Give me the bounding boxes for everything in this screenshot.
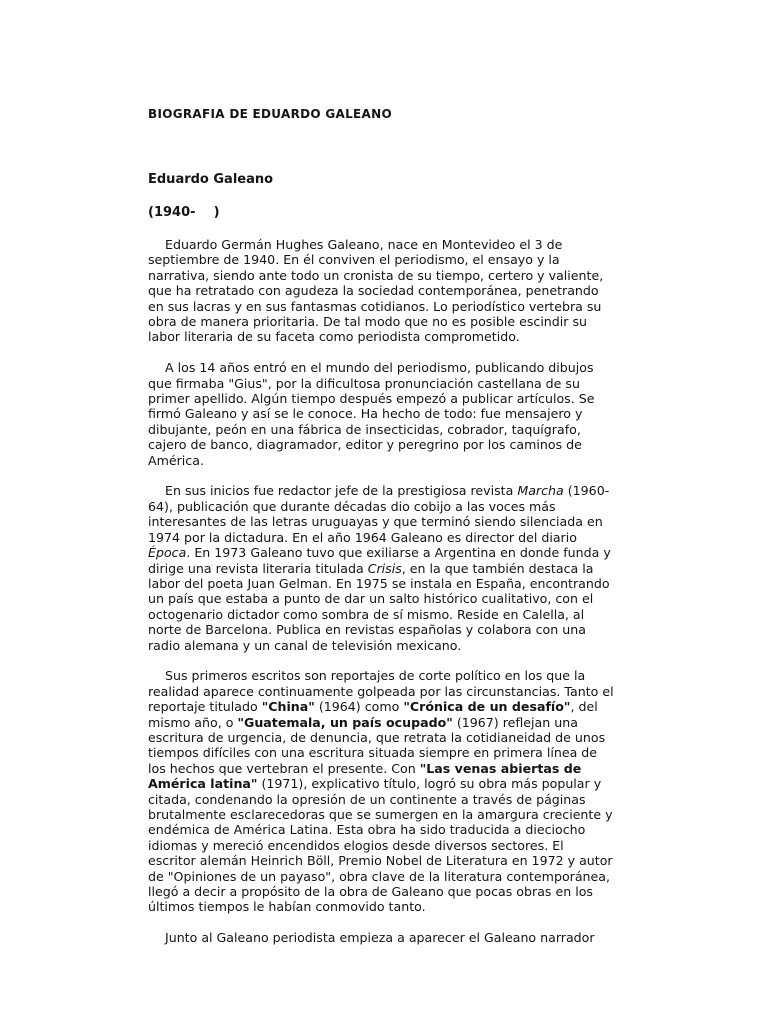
paragraph-text: , en la que también destaca la labor del poeta Juan Gelman. En 1975 se instala en España, encontrando un país que estaba a punto de dar un salto histórico cualitativo, con el octogenario dictador como sombra de sí mismo. Reside en Calella, al norte de Barcelona. Publica en revistas españolas y colabora con una radio alemana y un canal de televisión mexicano. (148, 560, 610, 653)
paragraph-text: (1964) como (314, 699, 404, 715)
bold-title-text: "Crónica de un desafío" (403, 699, 571, 715)
paragraph-text: , del mismo año, o (148, 699, 598, 730)
author-name: Eduardo Galeano (148, 172, 274, 187)
bold-title-text: "Las venas abiertas de América latina" (148, 760, 582, 792)
author-dates: (1940- ) (148, 205, 220, 220)
document-title: BIOGRAFIA DE EDUARDO GALEANO (148, 107, 392, 121)
paragraph-text: Eduardo Germán Hughes Galeano, nace en Montevideo el 3 de septiembre de 1940. En él conviven el periodismo, el ensayo y la narrativa, siendo ante todo un cronista de su tiempo, certero y valiente, que ha retratado con agudeza la sociedad contemporánea, penetrando en sus lacras y en sus fantasmas cotidianos. Lo periodístico vertebra su obra de manera prioritaria. De tal modo que no es posible escindir su labor literaria de su faceta como periodista comprometido. (148, 237, 604, 345)
paragraph-text: En sus inicios fue redactor jefe de la prestigiosa revista (165, 483, 518, 499)
italic-title-text: Crisis (367, 560, 402, 576)
biography-paragraph (148, 930, 614, 945)
paragraph-text: (1967) reflejan una escritura de urgencia, de denuncia, que retrata la cotidianeidad de unos tiempos difíciles con una escritura situada siempre en primera línea de los hechos que vertebran el presente. Con (148, 714, 606, 776)
paragraph-text: A los 14 años entró en el mundo del periodismo, publicando dibujos que firmaba "Gius", por la dificultosa pronunciación castellana de su primer apellido. Algún tiempo después empezó a publicar artículos. Se firmó Galeano y así se le conoce. Ha hecho de todo: fue mensajero y dibujante, peón en una fábrica de insecticidas, cobrador, taquígrafo, cajero de banco, diagramador, editor y peregrino por los caminos de América. (148, 360, 595, 468)
paragraph-text: Sus primeros escritos son reportajes de corte político en los que la realidad aparece continuamente golpeada por las circunstancias. Tanto el reportaje titulado (148, 668, 614, 715)
biography-paragraph (148, 360, 614, 468)
italic-title-text: Época (148, 545, 187, 561)
bold-title-text: "China" (261, 699, 315, 715)
bold-title-text: "Guatemala, un país ocupado" (237, 714, 453, 730)
biography-paragraph (148, 668, 614, 915)
paragraph-text: Junto al Galeano periodista empieza a aparecer el Galeano narrador (165, 930, 595, 946)
biography-paragraph (148, 483, 614, 652)
italic-title-text: Marcha (517, 483, 564, 499)
paragraph-text: (1971), explicativo título, logró su obra más popular y citada, condenando la opresión de un continente a través de páginas brutalmente esclarecedoras que se sumergen en la amargura creciente y endémica de América Latina. Esta obra ha sido traducida a dieciocho idiomas y mereció encendidos elogios desde diversos sectores. El escritor alemán Heinrich Böll, Premio Nobel de Literatura en 1972 y autor de "Opiniones de un payaso", obra clave de la literatura contemporánea, llegó a decir a propósito de la obra de Galeano que pocas obras en los últimos tiempos le habían conmovido tanto. (148, 776, 613, 915)
paragraph-text: . En 1973 Galeano tuvo que exiliarse a Argentina en donde funda y dirige una revista literaria titulada (148, 545, 611, 576)
biography-body (148, 237, 614, 961)
paragraph-text: (1960-64), publicación que durante décadas dio cobijo a las voces más interesantes de las letras uruguayas y que terminó siendo silenciada en 1974 por la dictadura. En el año 1964 Galeano es director del diario (148, 483, 610, 545)
biography-paragraph (148, 237, 614, 345)
